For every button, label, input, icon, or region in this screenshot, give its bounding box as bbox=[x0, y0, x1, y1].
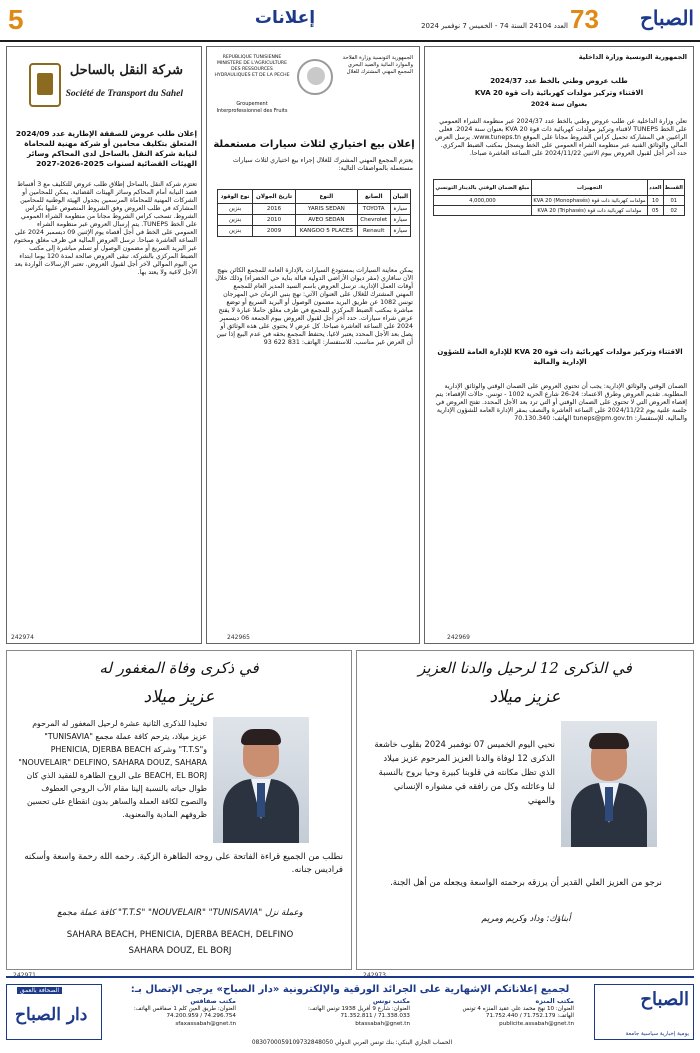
table-header: العدد bbox=[648, 180, 663, 196]
ad-code: 242971 bbox=[13, 972, 36, 979]
ad-intro: يعتزم المجمع المهني المشترك للغلال إجراء بيع اختياري لثلاث سيارات مستعملة بالمواصفات التالية: bbox=[232, 157, 413, 172]
office-tunis bbox=[292, 998, 410, 1028]
ministry-fr: REPUBLIQUE TUNISIENNE MINISTERE DE L'AGRICULTURE DES RESSOURCES HYDRAULIQUES ET DE LA PECHE bbox=[214, 55, 290, 78]
ad-code: 242974 bbox=[11, 634, 34, 641]
table-row bbox=[218, 215, 411, 226]
office-details: العنوان: 10 نهج محمد علي عقيد المنزه 4 تونس الهاتف: 71.752.179 / 71.752.440 publicite.assabah@gnet.tn bbox=[462, 1005, 574, 1027]
table-cell: بنزين bbox=[218, 204, 253, 215]
table-cell: بنزين bbox=[218, 215, 253, 226]
table-cell: سيارة bbox=[390, 215, 410, 226]
gif-name: Groupement Interprofessionnel des Fruits bbox=[216, 101, 288, 114]
ad-body: الضمان الوقتي والوثائق الإدارية: يجب أن تحتوي العروض على الضمان الوقتي والوثائق الإدارية المطلوبة. تقديم العروض وطرق الاعتماد: 24-26 شارع الحرية 1002 - تونس. حالات الإقصاء: يتم إقصاء العروض التي لا تحتوي على الضمان الوقتي أو التي ترد بعد الأجل المحدد. تفتح العروض في جلسة علنية يوم 2024/11/22 على الساعة العاشرة والنصف بمقر الإدارة العامة للشؤون الإدارية والمالية. للإستفسار: tuneps@pm.gov.tn الهاتف: 70.130.340 bbox=[435, 383, 687, 422]
table-cell: مولدات كهربائية ذات قوة KVA 20 (Triphasés) bbox=[531, 206, 647, 216]
office-details: العنوان: طريق العين كلم 1 صفاقس الهاتف: 74.296.754 / 74.200.959 sfaxassabah@gnet.tn bbox=[133, 1005, 236, 1027]
dar-assabah-logo bbox=[6, 984, 102, 1040]
table-cell: 2010 bbox=[253, 215, 296, 226]
table-cell: Renault bbox=[357, 226, 390, 237]
stc-logo bbox=[21, 53, 189, 123]
ad-intro: تعلن وزارة الداخلية عن طلب عروض وطني بالخط عدد 2024/37 عبر منظومة الشراء العمومي على الخط TUNEPS لاقتناء وتركيز مولدات كهربائية ذات قوة KVA 20 بعنوان سنة 2024. فعلى الراغبين في المشاركة تحميل كراس الشروط مجانا على الموقع www.tuneps.tn. يرسل العرض المالي والوثائق الفنية عبر منظومة الشراء العمومي على الخط ويسجل بمكتب الضبط المركزي. حدد آخر أجل لقبول العروض بيوم الاثنين 2024/11/22 على الساعة العاشرة صباحا. bbox=[434, 118, 687, 157]
ad-code: 242969 bbox=[447, 634, 470, 641]
ad-title: إعلان بيع اختياري لثلاث سيارات مستعملة bbox=[213, 139, 415, 150]
memorial-name: عزيز ميلاد bbox=[489, 687, 561, 707]
table-header: البيان bbox=[390, 190, 410, 204]
office-name: مكتب تونس bbox=[372, 997, 410, 1005]
ad-header bbox=[431, 53, 687, 158]
ad-title: إعلان طلب عروض للصفقة الإطارية عدد 2024/09 المتعلق بتكليف محامين أو شركة مهنية للمحاماة لنيابة شركة النقل بالساحل لدى المحاكم وسائر الهيئات القضائية لسنوات 2025-2026-2027 bbox=[15, 129, 197, 168]
cars-table bbox=[217, 189, 411, 237]
memorial-text: تخليدا للذكرى الثانية عشرة لرحيل المغفور له المرحوم عزيز ميلاد، يترحم كافة عملة مجمع "TUNISAVIA" و"T.T.S" وشركة PHENICIA, DJERBA BEACH "NOUVELAIR" DELFINO, SAHARA DOUZ, SAHARA BEACH, EL BORJ على الروح الطاهرة للفقيد الذي كان طوال حياته بالنسبة إلينا مقام الأب الروحي العطوف والنصوح لكافة العملة والساهر بدون انقطاع على تحسين ظروفهم المادية والمعنوية. bbox=[18, 719, 207, 819]
memorial-signature-hotels: SAHARA DOUZ, EL BORJ bbox=[128, 946, 232, 956]
equipment-table bbox=[433, 179, 685, 216]
portrait-photo bbox=[213, 717, 309, 843]
table-header: القسط bbox=[663, 180, 684, 196]
logo-name: الصباح bbox=[640, 989, 689, 1010]
memorial-name: عزيز ميلاد bbox=[143, 687, 215, 707]
masthead-number: 73 bbox=[570, 4, 599, 34]
table-header: النوع bbox=[295, 190, 357, 204]
section-title: إعلانات bbox=[254, 8, 316, 28]
table-cell: 01 bbox=[663, 196, 684, 206]
table-cell: 4,000,000 bbox=[434, 196, 532, 206]
table-header: مبلغ الضمان الوقتي بالدينار التونسي bbox=[434, 180, 532, 196]
car-sale-ad bbox=[206, 46, 420, 644]
table-cell: سيارة bbox=[390, 226, 410, 237]
table-header: التجهيزات bbox=[531, 180, 647, 196]
ad-body: تعتزم شركة النقل بالساحل إطلاق طلب عروض للتكليف مع 3 أقساط قصد النيابة أمام المحاكم وسائر الهيئات القضائية. يمكن للمحامين أو الشركات المهنية للمحاماة المرسمين بجدول الهيئة الوطنية للمحامين المشاركة في طلب العروض وفق الشروط المنصوص عليها بكراس الشروط. تسحب كراس الشروط مجانا من منظومة الشراء العمومي على الخط TUNEPS. يتم إرسال العروض عبر منظومة الشراء العمومي على الخط في أجل أقصاه يوم الإثنين 09 ديسمبر 2024 على الساعة العاشرة صباحا. ترسل العروض المالية في ظرف مغلق ومختوم عبر البريد السريع أو مضمون الوصول أو تسلم مباشرة إلى مكتب الضبط المركزي بالشركة. تبقى العروض صالحة لمدة 120 يوما ابتداء من اليوم الموالي لآخر أجل لقبول العروض. تعتبر الإرسالات الواردة بعد الأجل لاغية ولا يعتد بها. bbox=[13, 181, 197, 276]
masthead-logo bbox=[566, 2, 694, 38]
ad-body: يمكن معاينة السيارات بمستودع السيارات بالإدارة العامة للمجمع الكائن بنهج الآن سافاري (مقر ديوان الأراضي الدولية قبالة بناية حي الخضراء) وذلك خلال أوقات العمل الإدارية. ترسل العروض باسم السيد المدير العام للمجمع المهني المشترك للغلال على العنوان الآتي: نهج بنبي الزمان حي المهرجان تونس 1082 عن طريق البريد مضمون الوصول أو البريد السريع أو توضع مباشرة بمكتب الضبط المركزي للمجمع في ظرف مغلق حاملا عبارة لا يفتح عرض شراء سيارات. حدد آخر أجل لقبول العروض بيوم الجمعة 06 ديسمبر 2024 على الساعة العاشرة صباحا. كل عرض لا يحتوي على هذه الوثائق أو يصل بعد الأجل المحدد يعتبر لاغيا. يحتفظ المجمع بحقه في عدم البيع إذا تبين أن العرض غير مناسب. للاستفسار: الهاتف: 831 622 93 bbox=[215, 267, 413, 346]
bank-account: الحساب الجاري البنكي: بنك تونس العربي الدولي 0830700059109732848050 bbox=[251, 1040, 453, 1046]
ministry-ar: الجمهورية التونسية وزارة الفلاحة والموارد المائية والصيد البحري المجمع المهني المشترك للغلال bbox=[342, 55, 413, 75]
bus-icon bbox=[29, 63, 61, 107]
table-row bbox=[434, 206, 685, 216]
table-row bbox=[218, 226, 411, 237]
footer-headline: لجميع إعلاناتكم الإشهارية على الجرائد الورقية والإلكترونية «دار الصباح» يرجى الإتصال بـ: bbox=[130, 984, 570, 995]
table-cell bbox=[434, 206, 532, 216]
ad-subheading: الاقتناء وتركيز مولدات كهربائية ذات قوة KVA 20 للإدارة العامة للشؤون الإدارية والمالية bbox=[437, 348, 683, 366]
table-cell: TOYOTA bbox=[357, 204, 390, 215]
memorial-notice-staff bbox=[6, 650, 352, 979]
logo-tagline: يومية إخبارية سياسية جامعة bbox=[625, 1031, 689, 1037]
table-cell: KANGOO 5 PLACES bbox=[295, 226, 357, 237]
portrait-photo bbox=[561, 721, 657, 847]
memorial-signature: كافة عملة مجمع "T.T.S" "NOUVELAIR" "TUNISAVIA" وعملة نزل bbox=[57, 908, 303, 918]
table-header-row bbox=[434, 180, 685, 196]
memorial-title: في الذكرى 12 لرحيل والدنا العزيز bbox=[418, 659, 632, 677]
office-name: مكتب المنزه bbox=[535, 997, 574, 1005]
table-cell: 02 bbox=[663, 206, 684, 216]
office-sfax bbox=[118, 998, 236, 1028]
ad-subtitle: بعنوان سنة 2024 bbox=[530, 100, 588, 108]
page-number: 5 bbox=[8, 4, 24, 35]
ad-title: الاقتناء وتركيز مولدات كهربائية ذات قوة KVA 20 bbox=[474, 89, 644, 97]
table-cell: AVEO SEDAN bbox=[295, 215, 357, 226]
table-cell: بنزين bbox=[218, 226, 253, 237]
memorial-notice-family bbox=[356, 650, 694, 979]
memorial-prayer: نطلب من الجميع قراءة الفاتحة على روحه الطاهرة الزكية. رحمه الله رحمة واسعة وأسكنه فراديس جنانه. bbox=[24, 852, 343, 875]
table-row bbox=[434, 196, 685, 206]
page-header bbox=[0, 0, 700, 42]
table-cell: 10 bbox=[648, 196, 663, 206]
assabah-logo bbox=[594, 984, 694, 1040]
logo-name: دار الصباح bbox=[15, 1005, 88, 1025]
table-row bbox=[218, 204, 411, 215]
table-header: نوع الوقود bbox=[218, 190, 253, 204]
memorial-title: في ذكرى وفاة المغفور له bbox=[99, 659, 259, 677]
ad-header bbox=[213, 53, 413, 135]
memorial-text: نحيي اليوم الخميس 07 نوفمبر 2024 بقلوب خاشعة الذكرى 12 لوفاة والدنا العزيز المرحوم عزيز ميلاد الذي تظل مكانته في قلوبنا كبيرة وحيا بروح بالنسبة لنا وعائلته وكل من رافقه في مشواره الإنساني والمهني bbox=[374, 739, 555, 805]
office-details: العنوان: شارع 9 أفريل 1938 تونس الهاتف: 71.338.033 / 71.352.811 btassabah@gnet.tn bbox=[307, 1005, 410, 1027]
table-cell: Chevrolet bbox=[357, 215, 390, 226]
transport-sahel-ad bbox=[6, 46, 202, 644]
office-name: مكتب صفاقس bbox=[190, 997, 236, 1005]
company-name-ar: شركة النقل بالساحل bbox=[69, 63, 183, 78]
interior-ministry-ad bbox=[424, 46, 694, 644]
gif-logo-icon bbox=[297, 59, 333, 95]
logo-tagline: الصحافة بالعمق bbox=[17, 987, 62, 994]
table-cell: سيارة bbox=[390, 204, 410, 215]
ad-code: 242965 bbox=[227, 634, 250, 641]
tender-ref: طلب عروض وطني بالخط عدد 2024/37 bbox=[490, 77, 628, 85]
ad-code: 242973 bbox=[363, 972, 386, 979]
table-header: تاريخ الجولان bbox=[253, 190, 296, 204]
masthead-name: الصباح bbox=[639, 6, 694, 30]
table-header-row bbox=[218, 190, 411, 204]
company-name-fr: Société de Transport du Sahel bbox=[65, 89, 183, 99]
ministry-name: الجمهورية التونسية وزارة الداخلية bbox=[578, 53, 687, 61]
table-cell: YARIS SEDAN bbox=[295, 204, 357, 215]
advertising-footer bbox=[6, 976, 694, 1050]
memorial-signature-hotels: SAHARA BEACH, PHENICIA, DJERBA BEACH, DELFINO bbox=[66, 930, 294, 940]
table-cell: مولدات كهربائية ذات قوة KVA 20 (Monophasés) bbox=[533, 197, 646, 204]
table-cell: 2016 bbox=[253, 204, 296, 215]
office-menzah bbox=[456, 998, 574, 1028]
table-cell: 2009 bbox=[253, 226, 296, 237]
memorial-signature: أبناؤك: وداد وكريم ومريم bbox=[481, 914, 571, 924]
issue-info: العدد 24104 السنة 74 - الخميس 7 نوفمبر 2024 bbox=[421, 22, 568, 30]
memorial-prayer: نرجو من العزيز العلي القدير أن يرزقه برحمته الواسعة ويجعله من أهل الجنة. bbox=[390, 878, 662, 888]
table-header: الصانع bbox=[357, 190, 390, 204]
table-cell: 05 bbox=[648, 206, 663, 216]
